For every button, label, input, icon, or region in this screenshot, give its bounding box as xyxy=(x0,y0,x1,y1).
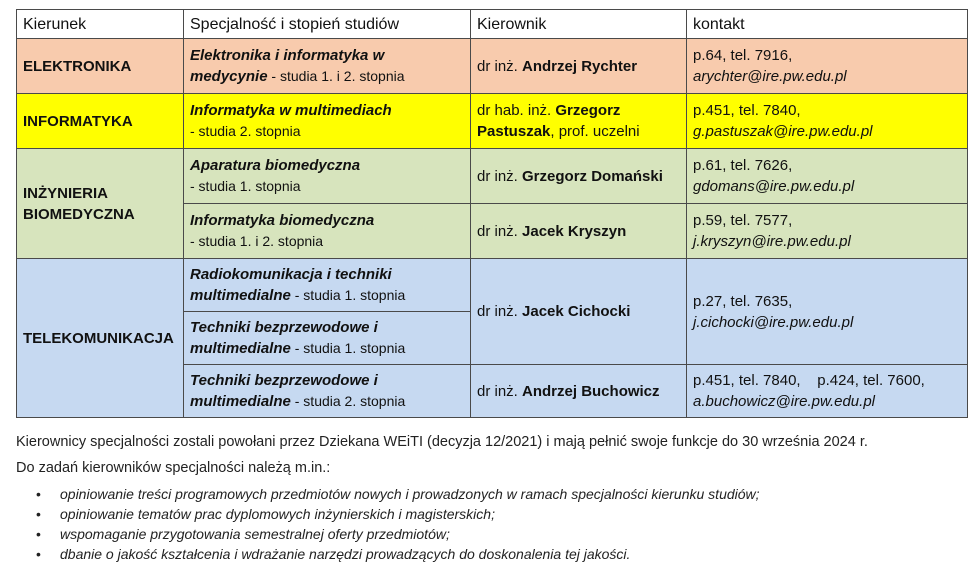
manager-suffix: , prof. uczelni xyxy=(550,123,640,140)
specialty-level: - studia 1. stopnia xyxy=(290,340,406,356)
manager-title: dr inż. xyxy=(477,57,523,75)
specialty-name: Techniki bezprzewodowe i multimedialne xyxy=(190,319,378,357)
manager-name: Andrzej Rychter xyxy=(522,57,638,75)
contact-cell xyxy=(687,365,968,418)
specialty-cell xyxy=(184,259,471,312)
specialty-level: - studia 1. stopnia xyxy=(290,287,406,303)
contact-cell xyxy=(687,94,968,149)
duty-text: dbanie o jakość kształcenia i wdrażanie narzędzi prowadzących do doskonalenia tej jakości. xyxy=(60,546,631,562)
bullet-icon: • xyxy=(36,546,41,562)
contact-phone: p.61, tel. 7626, xyxy=(693,157,793,174)
manager-title: dr inż. xyxy=(477,303,523,320)
contact-phone: p.64, tel. 7916, xyxy=(693,47,793,64)
contact-phone: p.59, tel. 7577, xyxy=(693,212,793,229)
specialty-level: - studia 2. stopnia xyxy=(190,123,301,139)
specialty-cell xyxy=(184,39,471,94)
specialty-cell xyxy=(184,204,471,259)
specialty-level: - studia 2. stopnia xyxy=(290,393,406,409)
appointment-note: Kierownicy specjalności zostali powołani przez Dziekana WEiTI (decyzja 12/2021) i mają pełnić swoje funkcje do 30 września 2024 r. xyxy=(16,434,868,450)
table-header-row xyxy=(17,10,968,39)
specialty-cell xyxy=(184,94,471,149)
list-item xyxy=(36,544,971,564)
contact-email[interactable]: j.kryszyn@ire.pw.edu.pl xyxy=(693,233,851,250)
manager-name: Grzegorz Domański xyxy=(522,167,663,185)
table-row xyxy=(17,94,968,149)
list-item xyxy=(36,524,971,544)
contact-email[interactable]: arychter@ire.pw.edu.pl xyxy=(693,68,847,85)
specialty-name: Elektronika i informatyka w medycynie xyxy=(190,47,385,85)
table-row xyxy=(17,39,968,94)
duty-text: wspomaganie przygotowania semestralnej oferty przedmiotów; xyxy=(60,526,450,542)
specialty-level: - studia 1. i 2. stopnia xyxy=(190,233,324,249)
manager-title: dr inż. xyxy=(477,382,523,400)
specialty-cell xyxy=(184,149,471,204)
direction-label: TELEKOMUNIKACJA xyxy=(23,329,174,347)
manager-cell xyxy=(471,94,687,149)
manager-name: Jacek Kryszyn xyxy=(522,222,627,240)
specialty-cell xyxy=(184,312,471,365)
direction-label: INFORMATYKA xyxy=(23,112,133,130)
bullet-icon: • xyxy=(36,486,41,502)
bullet-icon: • xyxy=(36,526,41,542)
contact-email[interactable]: g.pastuszak@ire.pw.edu.pl xyxy=(693,123,873,140)
contact-email[interactable]: j.cichocki@ire.pw.edu.pl xyxy=(693,313,854,331)
duty-text: opiniowanie treści programowych przedmiotów nowych i prowadzonych w ramach specjalności kierunku studiów; xyxy=(60,486,760,502)
manager-cell xyxy=(471,365,687,418)
list-item xyxy=(36,484,971,504)
manager-title: dr hab. inż. xyxy=(477,102,556,119)
direction-cell xyxy=(17,94,184,149)
manager-cell xyxy=(471,259,687,365)
contact-phone: p.27, tel. 7635, xyxy=(693,292,793,310)
contact-cell xyxy=(687,204,968,259)
specialty-name: Aparatura biomedyczna xyxy=(190,157,361,174)
direction-cell xyxy=(17,149,184,259)
specialty-name: Informatyka w multimediach xyxy=(190,102,392,119)
notes-section xyxy=(16,432,971,564)
manager-title: dr inż. xyxy=(477,222,523,240)
contact-email[interactable]: a.buchowicz@ire.pw.edu.pl xyxy=(693,393,875,410)
direction-cell xyxy=(17,259,184,418)
manager-cell xyxy=(471,39,687,94)
contact-phone: p.451, tel. 7840, xyxy=(693,102,801,119)
table-row xyxy=(17,149,968,204)
manager-name: Andrzej Buchowicz xyxy=(522,382,660,400)
manager-cell xyxy=(471,149,687,204)
specialty-name: Radiokomunikacja i techniki multimedialne xyxy=(190,266,392,304)
direction-label: ELEKTRONIKA xyxy=(23,57,132,75)
duties-intro: Do zadań kierowników specjalności należą m.in.: xyxy=(16,460,331,476)
specialty-name: Techniki bezprzewodowe i multimedialne xyxy=(190,372,378,410)
contact-phone: p.451, tel. 7840, p.424, tel. 7600, xyxy=(693,372,925,389)
direction-cell xyxy=(17,39,184,94)
manager-name: Jacek Cichocki xyxy=(522,303,631,320)
contact-cell xyxy=(687,39,968,94)
duties-list xyxy=(16,484,971,564)
header-specialty: Specjalność i stopień studiów xyxy=(184,10,471,39)
specialty-level: - studia 1. i 2. stopnia xyxy=(267,68,405,84)
specialty-cell xyxy=(184,365,471,418)
specialty-level: - studia 1. stopnia xyxy=(190,178,301,194)
contact-cell xyxy=(687,259,968,365)
specialty-name: Informatyka biomedyczna xyxy=(190,212,375,229)
header-direction: Kierunek xyxy=(17,10,184,39)
contact-email[interactable]: gdomans@ire.pw.edu.pl xyxy=(693,178,855,195)
manager-title: dr inż. xyxy=(477,167,523,185)
manager-cell xyxy=(471,204,687,259)
header-manager: Kierownik xyxy=(471,10,687,39)
header-contact: kontakt xyxy=(687,10,968,39)
specializations-table xyxy=(16,9,968,418)
direction-label: INŻYNIERIA BIOMEDYCZNA xyxy=(23,184,135,223)
duty-text: opiniowanie tematów prac dyplomowych inżynierskich i magisterskich; xyxy=(60,506,495,522)
manager-name: Grzegorz Pastuszak xyxy=(477,102,621,140)
contact-cell xyxy=(687,149,968,204)
bullet-icon: • xyxy=(36,506,41,522)
table-row xyxy=(17,259,968,312)
list-item xyxy=(36,504,971,524)
